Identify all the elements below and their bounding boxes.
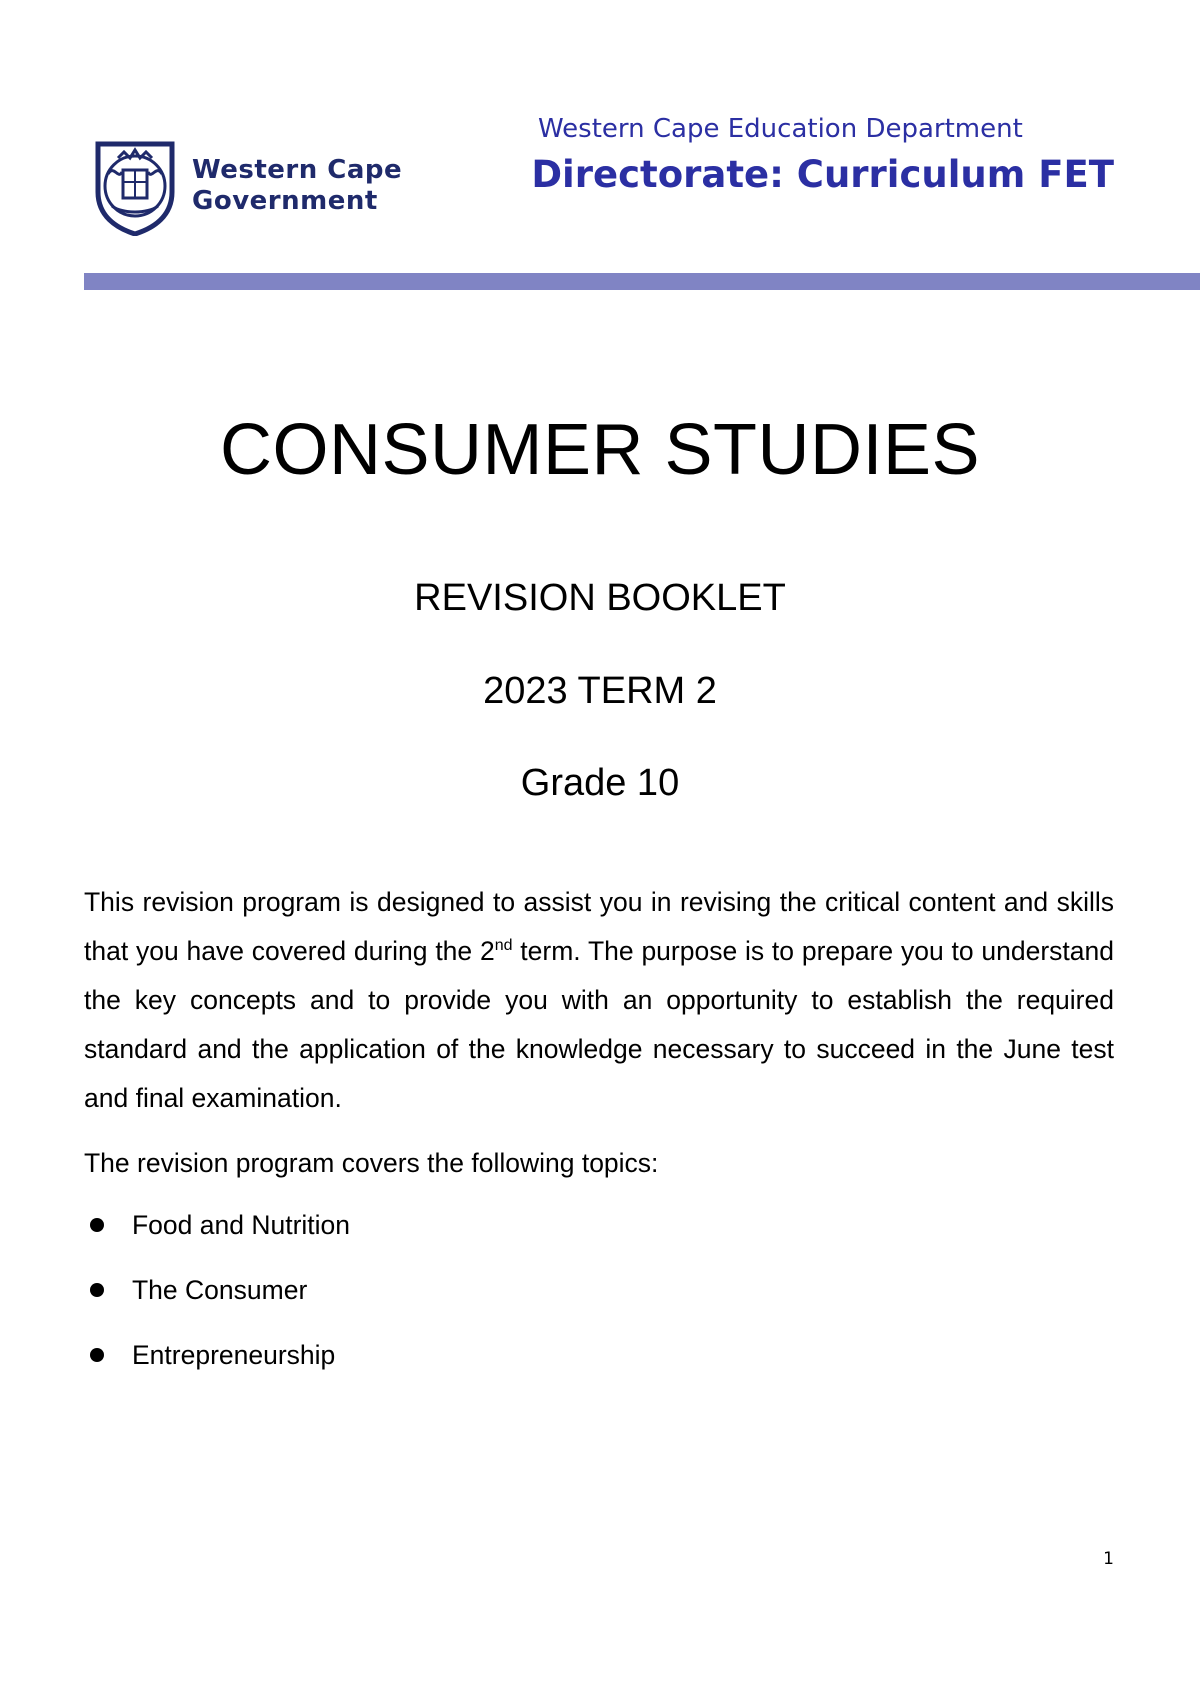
topic-label: The Consumer <box>132 1275 308 1305</box>
topic-label: Entrepreneurship <box>132 1340 336 1370</box>
department-name: Western Cape Education Department <box>538 114 1023 144</box>
list-item <box>84 1338 350 1403</box>
document-subtitle: REVISION BOOKLET <box>414 577 786 619</box>
ordinal-suffix: nd <box>494 937 513 955</box>
term-label: 2023 TERM 2 <box>483 670 717 712</box>
page-number: 1 <box>1103 1549 1114 1569</box>
directorate-title: Directorate: Curriculum FET <box>531 153 1114 196</box>
intro-paragraph <box>84 878 1114 1123</box>
topics-lead: The revision program covers the following topics: <box>84 1148 659 1178</box>
government-logo <box>88 136 408 236</box>
header-divider <box>84 273 1200 290</box>
bullet-icon <box>90 1348 104 1362</box>
intro-text-start: This revision program is designed to assist you in revising the critical content and skills that you have covered during the 2 <box>84 887 1114 966</box>
topics-list <box>84 1208 350 1403</box>
grade-label: Grade 10 <box>520 762 680 804</box>
coat-of-arms-icon <box>88 136 182 236</box>
government-name-line1: Western Cape <box>192 155 403 185</box>
bullet-icon <box>90 1218 104 1232</box>
list-item <box>84 1208 350 1273</box>
topic-label: Food and Nutrition <box>132 1210 351 1240</box>
government-name <box>192 155 402 217</box>
intro-text-end: term. The purpose is to prepare you to understand the key concepts and to provide you with an opportunity to establish the required standard and the application of the knowledge necessary to succeed in the June test and final examination. <box>84 936 1114 1113</box>
bullet-icon <box>90 1283 104 1297</box>
document-title: CONSUMER STUDIES <box>219 410 981 490</box>
government-name-line2: Government <box>192 186 378 216</box>
list-item <box>84 1273 350 1338</box>
